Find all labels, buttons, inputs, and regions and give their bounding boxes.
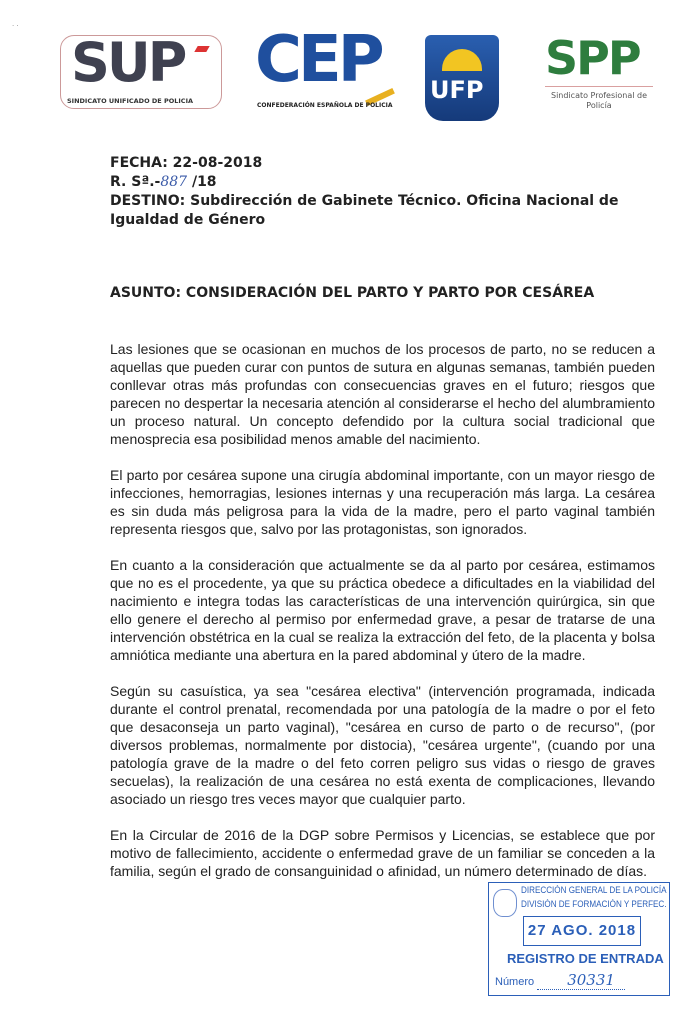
destino-label: DESTINO: (110, 193, 186, 209)
sup-logo (60, 31, 222, 109)
flag-icon (194, 46, 209, 52)
stamp-number-value: 30331 (537, 971, 625, 990)
cep-logo (255, 23, 405, 112)
paragraph: En cuanto a la consideración que actualmente se da al parto por cesárea, estimamos que no es el procedente, ya que su práctica obedece a dificultades en la viabilidad del nacimiento e integra todas las características de una intervención quirúrgica, sin que ello genere el derecho al permiso por enfermedad grave, a pesar de tratarse de una intervención obstétrica en la cual se realiza la extracción del feto, de la placenta y bolsa amniótica mediante una abertura en la pared abdominal y útero de la madre. (110, 557, 655, 663)
cep-logo-text: CEP (255, 23, 381, 97)
stamp-number (495, 971, 625, 991)
letter-body (110, 340, 667, 996)
destino (110, 192, 660, 230)
destino-value: Subdirección de Gabinete Técnico. Oficina Nacional de Igualdad de Género (110, 193, 619, 228)
paragraph: Las lesiones que se ocasionan en muchos de los procesos de parto, no se reducen a aquellas que pueden curar con puntos de sutura en algunas semanas, también pueden conllevar otras más profundas con consecuencias graves en el futuro; riesgos que parecen no despertar la necesaria atención al considerarse el hecho del alumbramiento un proceso natural. Un concepto defendido por la cultura social tradicional que menosprecia esa posibilidad menos amable del nacimiento. (110, 341, 655, 447)
sup-logo-text: SUP (71, 31, 185, 94)
fecha: FECHA: 22-08-2018 (110, 155, 263, 171)
paragraph: Según su casuística, ya sea "cesárea electiva" (intervención programada, indicada durante el control prenatal, recomendada por una patología de la madre o por el feto que desaconseja un parto vaginal), "cesárea en curso de parto o de recurso", (por diversos problemas, normalmente por distocia), "cesárea urgente", (cuando por una patología grave de la madre o del feto corren peligro sus vidas o riesgo de graves secuelas), la realización de una cesárea no está exenta de complicaciones, llevando asociado un riesgo tres veces mayor que cualquier parto. (110, 683, 655, 807)
stamp-date: 27 AGO. 2018 (523, 916, 641, 946)
spp-divider (545, 86, 653, 87)
spp-logo (545, 31, 655, 115)
sup-logo-subtitle: SINDICATO UNIFICADO DE POLICIA (67, 97, 194, 105)
sun-icon (442, 49, 482, 71)
paragraph: El parto por cesárea supone una cirugía abdominal importante, con un mayor riesgo de infecciones, hemorragias, lesiones internas y una recuperación más larga. La cesárea es sin duda más peligrosa para la vida de la madre, pero el parto vaginal también representa riesgos que, salvo por las protagonistas, son ignorados. (110, 467, 655, 537)
stamp-line-2: DIVISIÓN DE FORMACIÓN Y PERFEC. (521, 899, 667, 909)
scan-mark: · · (12, 22, 19, 30)
crest-icon (493, 889, 517, 917)
reference (110, 173, 660, 192)
ufp-logo (425, 35, 499, 121)
ref-suffix: /18 (187, 174, 217, 190)
letter-header (110, 154, 660, 230)
paragraph: En la Circular de 2016 de la DGP sobre Permisos y Licencias, se establece que por motivo de fallecimiento, accidente o enfermedad grave de un familiar se conceden a la familia, según el grado de consanguinidad o afinidad, un número determinado de días. (110, 827, 655, 879)
ref-number-handwritten: 887 (160, 174, 188, 190)
ref-prefix: R. Sª.- (110, 174, 161, 190)
stamp-number-label: Número (495, 976, 535, 988)
spp-logo-subtitle: Sindicato Profesional de Policía (551, 91, 647, 110)
cep-logo-subtitle: CONFEDERACIÓN ESPAÑOLA DE POLICIA (257, 102, 393, 109)
stamp-line-1: DIRECCIÓN GENERAL DE LA POLICÍA (521, 885, 667, 895)
spp-logo-text: SPP (545, 31, 640, 85)
subject-heading: ASUNTO: CONSIDERACIÓN DEL PARTO Y PARTO POR CESÁREA (110, 285, 595, 301)
registry-stamp (488, 882, 670, 996)
ufp-logo-text: UFP (430, 76, 484, 104)
stamp-registro: REGISTRO DE ENTRADA (507, 951, 664, 966)
